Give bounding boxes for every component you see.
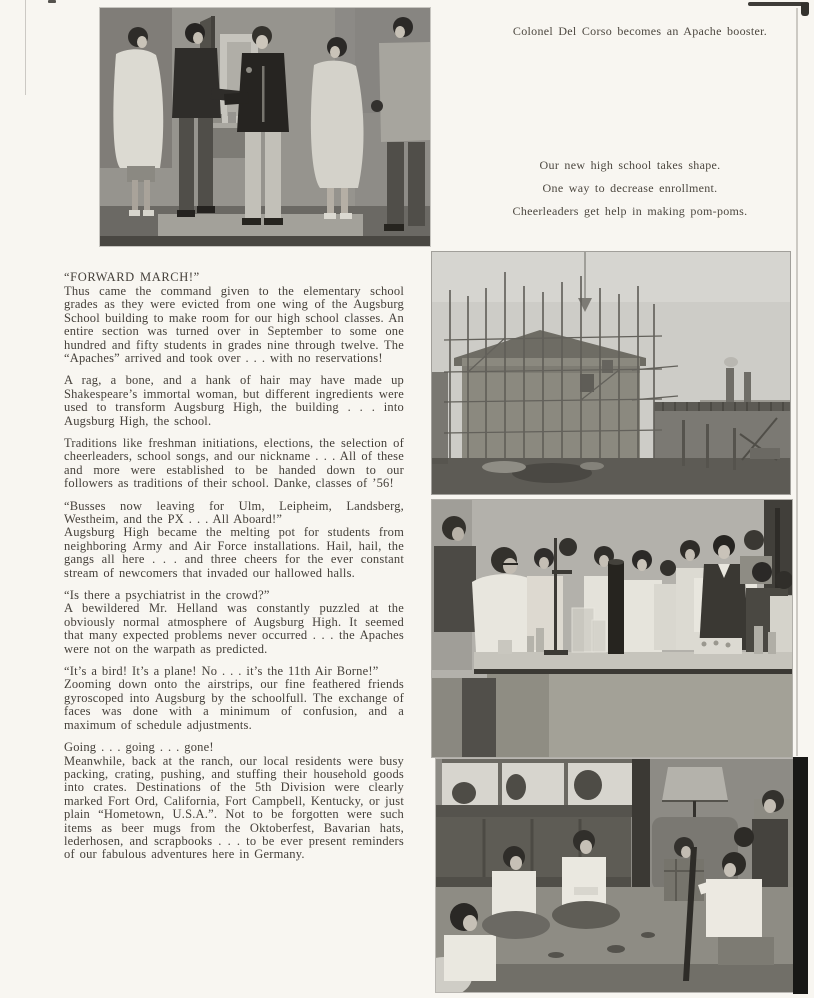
photo-caption-3: Cheerleaders get help in making pom-poms. xyxy=(512,204,748,218)
paragraph xyxy=(64,589,404,656)
gutter-line xyxy=(25,0,26,95)
article-heading: “FORWARD MARCH!” xyxy=(64,270,200,284)
photo-award-ceremony xyxy=(100,8,430,246)
paragraph xyxy=(64,285,404,365)
paragraph-lead: “Is there a psychiatrist in the crowd?” xyxy=(64,588,270,603)
photo-science-class xyxy=(432,500,792,757)
photo-caption-1: Our new high school takes shape. xyxy=(539,158,721,172)
scan-speck xyxy=(48,0,56,3)
page-edge-bar xyxy=(793,757,808,994)
paragraph xyxy=(64,665,404,732)
paragraph xyxy=(64,741,404,862)
construction-site-image xyxy=(432,252,790,494)
page-edge-line xyxy=(796,8,798,756)
paragraph-text: A rag, a bone, and a hank of hair may have made up Shakespeare’s immortal woman, but different ingredients were used to transform Augsburg High, the building . . . into Augsburg High, the school. xyxy=(64,373,404,428)
paragraph-text: Traditions like freshman initiations, elections, the selection of cheerleaders, school songs, and our nickname . . . All of these and more were established to be handed down to our followers as traditions of their school. Danke, classes of ’56! xyxy=(64,435,404,491)
paragraph xyxy=(64,374,404,428)
paragraph-lead: “Busses now leaving for Ulm, Leipheim, Landsberg, Westheim, and the PX . . . All Aboard!” xyxy=(64,498,404,526)
article-text xyxy=(64,271,404,871)
award-ceremony-image xyxy=(100,8,430,246)
paragraph-text: Zooming down onto the airstrips, our fine feathered friends gyroscoped into Augsburg by the schoolfull. The exchange of faces was done with a minimum of confusion, and a maximum of schedule adjustments. xyxy=(64,677,404,732)
photo-caption-top: Colonel Del Corso becomes an Apache booster. xyxy=(512,24,768,38)
photo-caption-list xyxy=(455,154,805,223)
science-class-image xyxy=(432,500,792,757)
photo-living-room xyxy=(436,759,793,992)
paragraph-text: Thus came the command given to the elementary school grades as they were evicted from one wing of the Augsburg School building to make room for our high school classes. An entire section was turned over in September to some one hundred and fifty students in grades nine through twelve. The “Apaches” arrived and took over . . . with no reservations! xyxy=(64,283,404,365)
paragraph-text: Augsburg High became the melting pot for students from neighboring Army and Air Force installations. Hail, hail, the gangs all here . . . and three cheers for the ever constant stream of newcomers that invaded our hallowed halls. xyxy=(64,525,404,580)
page-corner-mark-vertical xyxy=(801,3,809,16)
living-room-image xyxy=(436,759,793,992)
paragraph xyxy=(64,500,404,580)
paragraph xyxy=(64,437,404,491)
paragraph-lead: “It’s a bird! It’s a plane! No . . . it’s the 11th Air Borne!” xyxy=(64,664,379,679)
paragraph-text: A bewildered Mr. Helland was constantly puzzled at the obviously normal atmosphere of Augsburg High. It seemed that many expected problems never occurred . . . the Apaches were not on the warpath as predicted. xyxy=(64,601,404,656)
photo-caption-2: One way to decrease enrollment. xyxy=(542,181,718,195)
paragraph-lead: Going . . . going . . . gone! xyxy=(64,740,214,755)
paragraph-text: Meanwhile, back at the ranch, our local residents were busy packing, crating, pushing, and stuffing their household goods into crates. Destinations of the 5th Division were clearly marked Fort Ord, California, Fort Campbell, Kentucky, or just plain “Hometown, U.S.A.”. Not to be forgotten were such items as beer mugs from the Oktoberfest, Bavarian hats, lederhosen, and scrapbooks . . . to be ever present reminders of our fabulous adventures here in Germany. xyxy=(64,753,404,862)
photo-construction-site xyxy=(432,252,790,494)
page-corner-mark xyxy=(748,2,809,6)
